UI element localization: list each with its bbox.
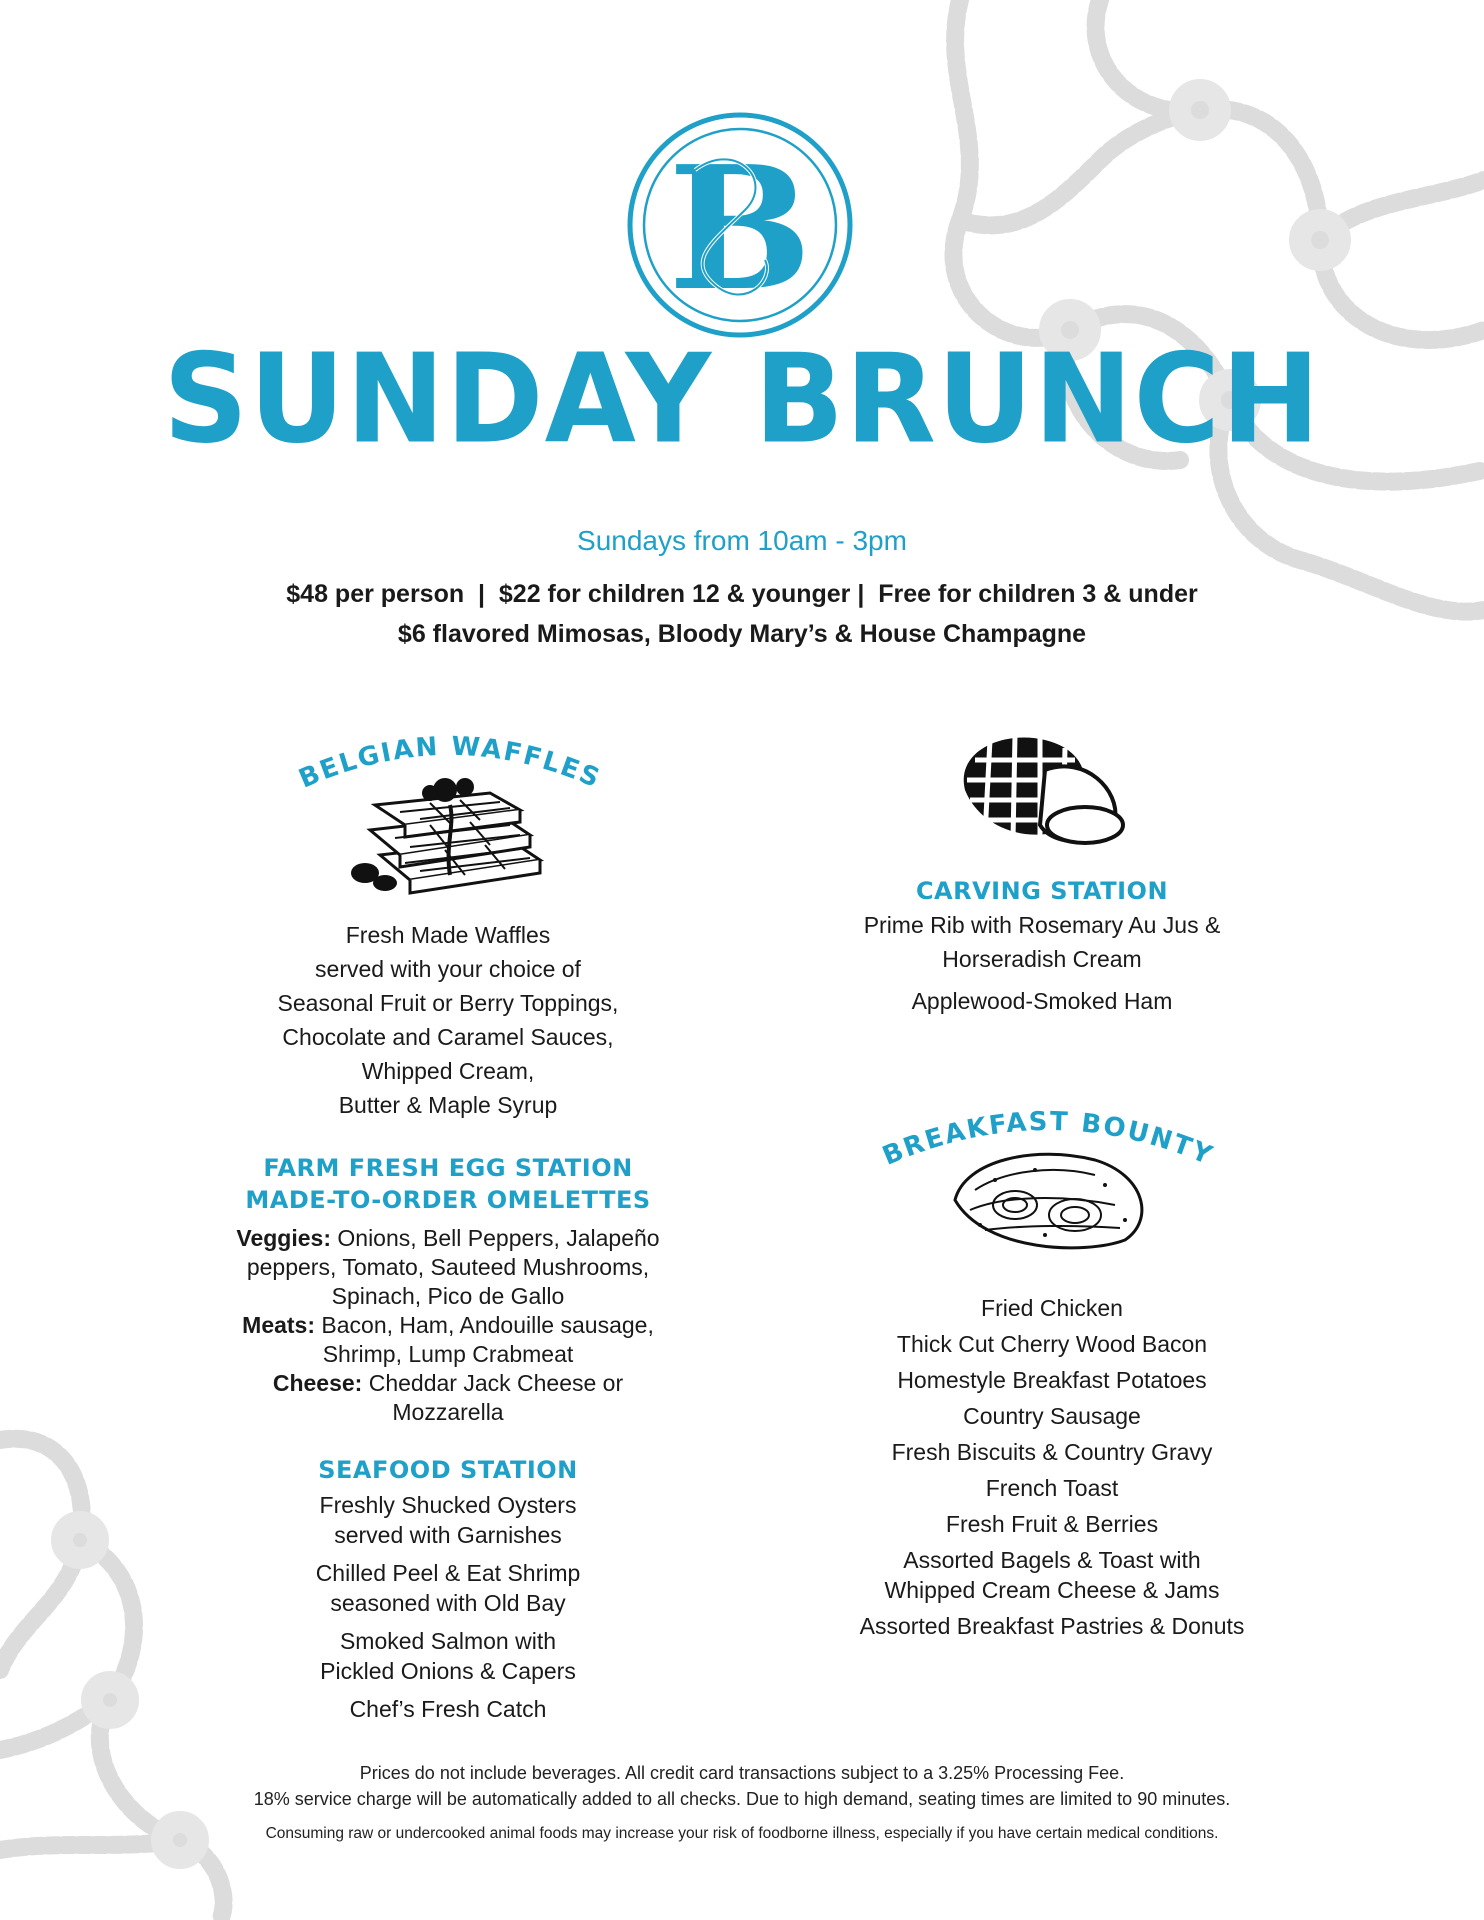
brand-logo [625, 110, 855, 340]
list-item: Assorted Breakfast Pastries & Donuts [859, 1613, 1245, 1639]
list-item: Fresh Fruit & Berries [945, 1511, 1159, 1537]
footer-service-charge: 18% service charge will be automatically added to all checks. Due to high demand, seating times are limited to 90 minutes. [253, 1789, 1231, 1809]
waffle-stack-icon [350, 765, 550, 905]
list-item: seasoned with Old Bay [330, 1590, 566, 1616]
list-item: Fresh Biscuits & Country Gravy [891, 1439, 1213, 1465]
list-item: Chilled Peel & Eat Shrimp [315, 1560, 581, 1586]
seafood-heading: SEAFOOD STATION [318, 1456, 578, 1484]
list-item: Fried Chicken [981, 1295, 1123, 1321]
svg-text:BELGIAN WAFFLES: BELGIAN WAFFLES [294, 731, 606, 795]
drinks-text: $6 flavored Mimosas, Bloody Mary’s & House Champagne [397, 620, 1087, 648]
list-item: served with Garnishes [334, 1522, 562, 1548]
pricing-text: $48 per person | $22 for children 12 & younger | Free for children 3 & under [286, 580, 1198, 608]
egg-station-options: Veggies: Onions, Bell Peppers, Jalapeño peppers, Tomato, Sauteed Mushrooms, Spinach, Pico de Gallo Meats: Bacon, Ham, Andouille sausage, Shrimp, Lump Crabmeat Cheese: Cheddar Jack Cheese or Mozzarella [148, 1224, 748, 1427]
list-item: Country Sausage [963, 1403, 1141, 1429]
list-item: Fresh Made Waffles [345, 922, 551, 948]
cheese-line: Cheese: Cheddar Jack Cheese or [272, 1370, 624, 1396]
carving-heading: CARVING STATION [915, 877, 1169, 905]
seafood-items [148, 1490, 748, 1724]
list-item: served with your choice of [315, 956, 581, 982]
list-item: Applewood-Smoked Ham [911, 988, 1173, 1014]
bounty-items [802, 1293, 1302, 1641]
meats-line: Meats: Bacon, Ham, Andouille sausage, [242, 1312, 654, 1338]
ham-icon [945, 730, 1135, 850]
carving-items [792, 908, 1292, 1018]
egg-station-heading: FARM FRESH EGG STATION MADE-TO-ORDER OMELETTES [245, 1154, 651, 1214]
logo-letter: B [668, 129, 812, 329]
list-item: Whipped Cream Cheese & Jams [884, 1577, 1220, 1603]
list-item: Homestyle Breakfast Potatoes [897, 1367, 1207, 1393]
oyster-icon [945, 1140, 1155, 1255]
page-title: SUNDAY BRUNCH [163, 327, 1321, 471]
list-item: French Toast [985, 1475, 1119, 1501]
list-item: Seasonal Fruit or Berry Toppings, [277, 990, 619, 1016]
list-item: Horseradish Cream [942, 946, 1142, 972]
list-item: Chocolate and Caramel Sauces, [282, 1024, 614, 1050]
footer-fees: Prices do not include beverages. All credit card transactions subject to a 3.25% Processing Fee. [359, 1763, 1125, 1783]
list-item: Butter & Maple Syrup [338, 1092, 558, 1118]
list-item: Freshly Shucked Oysters [319, 1492, 577, 1518]
list-item: Smoked Salmon with [339, 1628, 557, 1654]
veggies-line: Veggies: Onions, Bell Peppers, Jalapeño [236, 1225, 660, 1251]
list-item: Whipped Cream, [361, 1058, 535, 1084]
hours-text: Sundays from 10am - 3pm [577, 525, 907, 556]
list-item: Chef’s Fresh Catch [349, 1696, 547, 1722]
list-item: Assorted Bagels & Toast with [903, 1547, 1201, 1573]
footer-health-warning: Consuming raw or undercooked animal foods may increase your risk of foodborne illness, especially if you have certain medical conditions. [265, 1825, 1219, 1842]
list-item: Pickled Onions & Capers [320, 1658, 576, 1684]
waffles-description [198, 918, 698, 1122]
list-item: Prime Rib with Rosemary Au Jus & [863, 912, 1221, 938]
list-item: Thick Cut Cherry Wood Bacon [896, 1331, 1208, 1357]
svg-text:BREAKFAST BOUNTY: BREAKFAST BOUNTY [878, 1106, 1218, 1172]
